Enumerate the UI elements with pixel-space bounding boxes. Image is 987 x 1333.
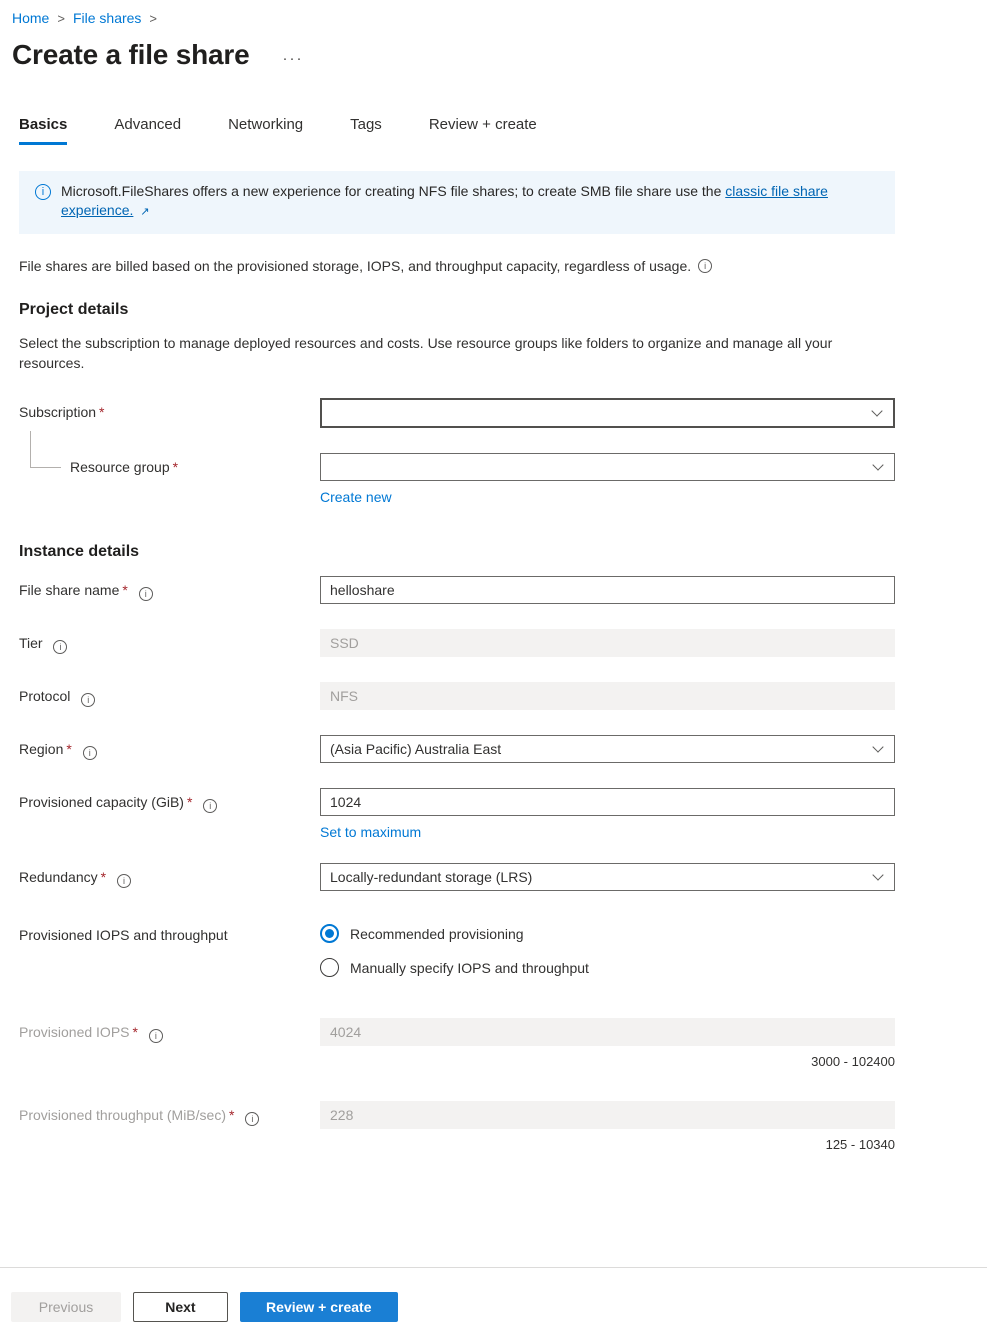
- billing-note-text: File shares are billed based on the provisioned storage, IOPS, and throughput capacity, regardless of usage.: [19, 258, 692, 274]
- resource-group-connector: [30, 431, 61, 468]
- field-label: Provisioned throughput (MiB/sec): [19, 1107, 226, 1123]
- required-marker: *: [99, 404, 105, 420]
- resource-group-label: [19, 453, 320, 475]
- required-marker: *: [132, 1024, 138, 1040]
- iops-range-note: 3000 - 102400: [811, 1054, 895, 1069]
- info-icon[interactable]: i: [117, 874, 131, 888]
- billing-note: [19, 258, 895, 274]
- redundancy-value: Locally-redundant storage (LRS): [330, 869, 533, 885]
- breadcrumb: [0, 0, 987, 26]
- protocol-label: [19, 682, 320, 707]
- info-icon: i: [35, 184, 51, 200]
- tier-input: [320, 629, 895, 657]
- provisioned-iops-row: [19, 1018, 895, 1069]
- redundancy-row: [19, 863, 895, 891]
- provisioned-iops-label: [19, 1018, 320, 1043]
- chevron-down-icon: [872, 869, 883, 880]
- field-label: Resource group: [70, 459, 170, 475]
- required-marker: *: [122, 582, 128, 598]
- instance-details-heading: Instance details: [19, 543, 140, 560]
- file-share-name-input[interactable]: [320, 576, 895, 604]
- more-options-icon[interactable]: ···: [282, 49, 304, 67]
- external-link-icon: ↗: [140, 206, 150, 218]
- info-icon[interactable]: i: [53, 640, 67, 654]
- tab-basics[interactable]: Basics: [19, 116, 67, 145]
- breadcrumb-separator-icon: >: [149, 10, 158, 26]
- page-title: Create a file share: [12, 39, 250, 70]
- provisioned-capacity-row: [19, 788, 895, 840]
- tab-networking[interactable]: Networking: [228, 116, 304, 133]
- field-label: Protocol: [19, 688, 71, 704]
- required-marker: *: [229, 1107, 235, 1123]
- info-icon[interactable]: i: [139, 587, 153, 601]
- tab-tags[interactable]: Tags: [350, 116, 382, 133]
- info-icon[interactable]: i: [83, 746, 97, 760]
- subscription-label: [19, 398, 320, 420]
- field-label: Subscription: [19, 404, 97, 420]
- basics-tab-content: [19, 171, 895, 1152]
- tab-bar: [19, 116, 987, 145]
- region-value: (Asia Pacific) Australia East: [330, 741, 502, 757]
- radio-manual-iops-throughput[interactable]: [320, 958, 895, 977]
- info-banner: [19, 171, 895, 234]
- tab-review-create[interactable]: Review + create: [428, 116, 537, 133]
- field-label: Redundancy: [19, 869, 98, 885]
- radio-label: Recommended provisioning: [350, 925, 524, 942]
- radio-label: Manually specify IOPS and throughput: [350, 959, 589, 976]
- region-dropdown[interactable]: [320, 735, 895, 763]
- subscription-row: [19, 398, 895, 428]
- subscription-dropdown[interactable]: [320, 398, 895, 428]
- iops-mode-label: [19, 924, 320, 943]
- provisioned-throughput-input: [320, 1101, 895, 1129]
- chevron-down-icon: [872, 459, 883, 470]
- field-label: Region: [19, 741, 64, 757]
- resource-group-row: [19, 453, 895, 505]
- protocol-row: [19, 682, 895, 710]
- field-label: Provisioned capacity (GiB): [19, 794, 184, 810]
- info-icon[interactable]: i: [203, 799, 217, 813]
- tier-label: [19, 629, 320, 654]
- field-label: Provisioned IOPS and throughput: [19, 927, 228, 943]
- required-marker: *: [186, 794, 193, 810]
- required-marker: *: [66, 741, 72, 757]
- region-row: [19, 735, 895, 763]
- project-details-heading: Project details: [19, 301, 129, 318]
- info-icon[interactable]: i: [698, 259, 712, 273]
- required-marker: *: [172, 459, 179, 475]
- info-icon[interactable]: i: [81, 693, 95, 707]
- previous-button[interactable]: Previous: [11, 1292, 121, 1322]
- classic-file-share-link[interactable]: classic file share experience.: [61, 183, 828, 218]
- review-create-button[interactable]: Review + create: [240, 1292, 398, 1322]
- breadcrumb-separator-icon: >: [57, 10, 65, 26]
- provisioned-capacity-input[interactable]: [320, 788, 895, 816]
- radio-unchecked-icon: [320, 958, 339, 977]
- chevron-down-icon: [871, 405, 882, 416]
- next-button[interactable]: Next: [133, 1292, 228, 1322]
- redundancy-label: [19, 863, 320, 888]
- info-icon[interactable]: i: [149, 1029, 163, 1043]
- iops-mode-row: [19, 924, 895, 992]
- banner-message: Microsoft.FileShares offers a new experience for creating NFS file shares; to create SMB file share use the: [61, 183, 722, 199]
- provisioned-throughput-label: [19, 1101, 320, 1126]
- provisioned-iops-input: [320, 1018, 895, 1046]
- create-new-link[interactable]: Create new: [320, 489, 392, 505]
- field-label: Provisioned IOPS: [19, 1024, 130, 1040]
- protocol-input: [320, 682, 895, 710]
- breadcrumb-link-home[interactable]: Home: [12, 10, 50, 26]
- banner-text: [61, 182, 871, 222]
- resource-group-dropdown[interactable]: [320, 453, 895, 481]
- project-details-description: Select the subscription to manage deployed resources and costs. Use resource groups like folders to organize and manage all your resources.: [19, 335, 833, 371]
- required-marker: *: [100, 869, 107, 885]
- tab-advanced[interactable]: Advanced: [114, 116, 182, 133]
- chevron-down-icon: [872, 741, 883, 752]
- title-row: [12, 39, 987, 71]
- throughput-range-note: 125 - 10340: [825, 1137, 895, 1152]
- info-icon[interactable]: i: [245, 1112, 259, 1126]
- breadcrumb-link-file-shares[interactable]: File shares: [72, 10, 142, 26]
- file-share-name-label: [19, 576, 320, 601]
- wizard-footer: [0, 1267, 987, 1333]
- field-label: File share name: [19, 582, 120, 598]
- redundancy-dropdown[interactable]: [320, 863, 895, 891]
- field-label: Tier: [19, 635, 43, 651]
- provisioned-capacity-label: [19, 788, 320, 813]
- set-to-maximum-link[interactable]: Set to maximum: [320, 824, 422, 840]
- radio-checked-icon: [320, 924, 339, 943]
- file-share-name-row: [19, 576, 895, 604]
- radio-recommended-provisioning[interactable]: [320, 924, 895, 943]
- region-label: [19, 735, 320, 760]
- tier-row: [19, 629, 895, 657]
- provisioned-throughput-row: [19, 1101, 895, 1152]
